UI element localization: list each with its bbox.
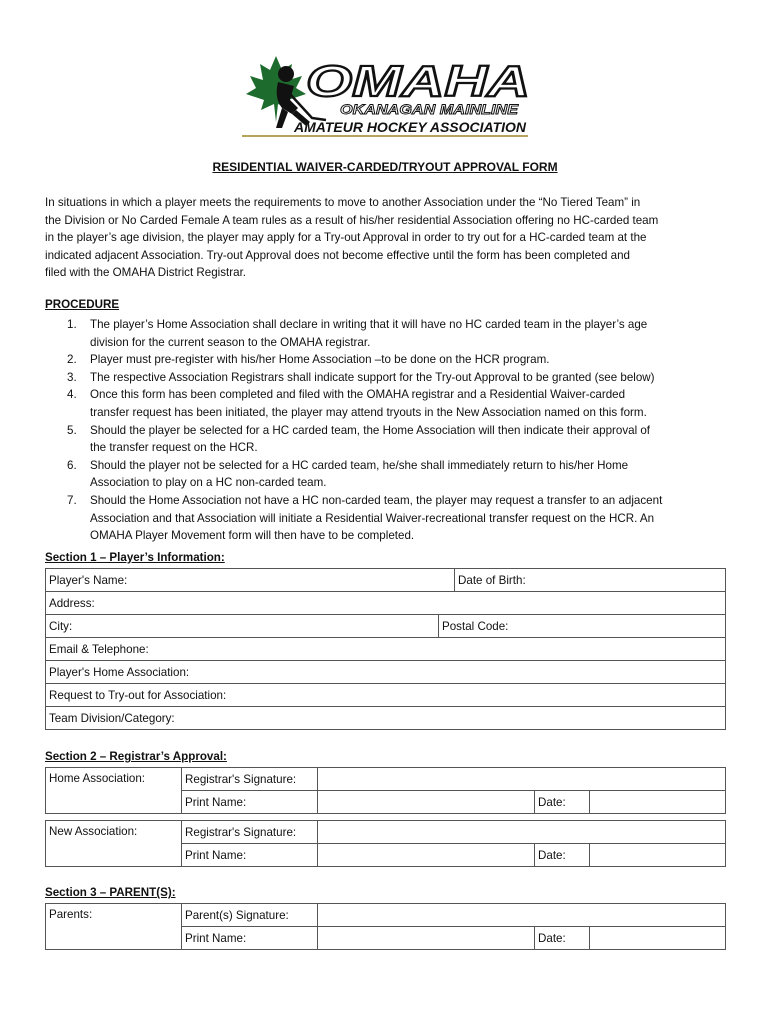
procedure-item bbox=[45, 422, 725, 457]
parent-signature-label: Parent(s) Signature: bbox=[185, 908, 289, 922]
omaha-logo bbox=[236, 48, 536, 140]
logo-main-text: OMAHA bbox=[306, 57, 530, 106]
section1-heading: Section 1 – Player’s Information: bbox=[45, 551, 225, 564]
procedure-number: 2. bbox=[67, 353, 77, 367]
procedure-line: the transfer request on the HCR. bbox=[90, 441, 258, 455]
player-info-table bbox=[45, 568, 726, 730]
intro-line: filed with the OMAHA District Registrar. bbox=[45, 266, 247, 280]
procedure-line: Association and that Association will initiate a Residential Waiver-recreational transfer request on the HCR. An bbox=[90, 511, 655, 525]
home-registrar-table bbox=[45, 767, 726, 814]
logo-line2: AMATEUR HOCKEY ASSOCIATION bbox=[293, 119, 527, 135]
address-field[interactable] bbox=[46, 592, 726, 615]
procedure-number: 5. bbox=[67, 423, 77, 437]
procedure-number: 4. bbox=[67, 388, 77, 402]
new-registrar-table bbox=[45, 820, 726, 867]
date-of-birth-field[interactable] bbox=[455, 569, 726, 592]
registrar-signature-label-cell bbox=[182, 768, 318, 791]
procedure-item bbox=[45, 457, 725, 492]
procedure-line: Once this form has been completed and filed with the OMAHA registrar and a Residential Waiver-carded bbox=[90, 388, 626, 402]
address-label: Address: bbox=[49, 596, 95, 610]
procedure-number: 3. bbox=[67, 370, 77, 384]
print-name-label-cell bbox=[182, 844, 318, 867]
procedure-line: OMAHA Player Movement form will then have to be completed. bbox=[90, 529, 415, 543]
procedure-line: Should the Home Association not have a HC non-carded team, the player may request a transfer to an adjacent bbox=[90, 493, 663, 507]
new-registrar-signature-field[interactable] bbox=[318, 821, 726, 844]
email-telephone-field[interactable] bbox=[46, 638, 726, 661]
procedure-line: transfer request has been initiated, the player may attend tryouts in the New Association named on this form. bbox=[90, 405, 647, 419]
procedure-item bbox=[45, 351, 725, 369]
procedure-list bbox=[45, 316, 725, 545]
date-label: Date: bbox=[538, 931, 566, 945]
intro-line: the Division or No Carded Female A team rules as a result of his/her residential Association offering no HC-carded team bbox=[45, 213, 659, 227]
postal-code-label: Postal Code: bbox=[442, 619, 509, 633]
print-name-label: Print Name: bbox=[185, 931, 247, 945]
request-tryout-field[interactable] bbox=[46, 684, 726, 707]
parents-cell bbox=[46, 904, 182, 950]
procedure-item bbox=[45, 369, 725, 387]
city-field[interactable] bbox=[46, 615, 439, 637]
intro-line: In situations in which a player meets the requirements to move to another Association under the “No Tiered Team” in bbox=[45, 196, 641, 209]
date-label: Date: bbox=[538, 795, 566, 809]
procedure-number: 7. bbox=[67, 493, 77, 507]
procedure-line: Player must pre-register with his/her Home Association –to be done on the HCR program. bbox=[90, 353, 550, 367]
home-date-field[interactable] bbox=[590, 791, 726, 814]
players-name-field[interactable] bbox=[46, 569, 455, 592]
form-title: RESIDENTIAL WAIVER-CARDED/TRYOUT APPROVAL FORM bbox=[212, 160, 558, 174]
procedure-line: The respective Association Registrars shall indicate support for the Try-out Approval to be granted (see below) bbox=[90, 370, 655, 384]
procedure-item bbox=[45, 386, 725, 421]
new-date-field[interactable] bbox=[590, 844, 726, 867]
home-association-label: Player's Home Association: bbox=[49, 665, 190, 679]
parent-date-field[interactable] bbox=[590, 927, 726, 950]
intro-paragraph bbox=[45, 194, 725, 282]
new-print-name-field[interactable] bbox=[318, 844, 535, 867]
procedure-number: 6. bbox=[67, 458, 77, 472]
date-label-cell bbox=[535, 927, 590, 950]
city-postal-row bbox=[46, 615, 726, 638]
procedure-line: Should the player not be selected for a HC carded team, he/she shall immediately return to his/her Home bbox=[90, 458, 629, 472]
intro-line: in the player’s age division, the player may apply for a Try-out Approval in order to try out for a HC-carded team at the bbox=[45, 231, 647, 245]
postal-code-field[interactable] bbox=[439, 615, 726, 637]
city-label: City: bbox=[49, 619, 73, 633]
home-print-name-field[interactable] bbox=[318, 791, 535, 814]
new-association-cell bbox=[46, 821, 182, 867]
date-label-cell bbox=[535, 844, 590, 867]
section2-heading: Section 2 – Registrar’s Approval: bbox=[45, 750, 227, 763]
parents-table bbox=[45, 903, 726, 950]
print-name-label: Print Name: bbox=[185, 795, 247, 809]
date-of-birth-label: Date of Birth: bbox=[458, 573, 526, 587]
home-association-label: Home Association: bbox=[49, 772, 146, 785]
request-tryout-label: Request to Try-out for Association: bbox=[49, 688, 227, 702]
parent-signature-field[interactable] bbox=[318, 904, 726, 927]
home-association-field[interactable] bbox=[46, 661, 726, 684]
procedure-line: division for the current season to the OMAHA registrar. bbox=[90, 335, 371, 349]
players-name-label: Player's Name: bbox=[49, 573, 128, 587]
procedure-line: Should the player be selected for a HC carded team, the Home Association will then indicate their approval of bbox=[90, 423, 651, 437]
registrar-signature-label-cell bbox=[182, 821, 318, 844]
procedure-item bbox=[45, 316, 725, 351]
logo-line1: OKANAGAN MAINLINE bbox=[340, 101, 519, 117]
procedure-heading: PROCEDURE bbox=[45, 298, 120, 311]
parents-label: Parents: bbox=[49, 908, 93, 921]
print-name-label-cell bbox=[182, 927, 318, 950]
procedure-line: The player’s Home Association shall declare in writing that it will have no HC carded team in the player’s age bbox=[90, 318, 648, 331]
registrar-signature-label: Registrar's Signature: bbox=[185, 825, 297, 839]
procedure-number: 1. bbox=[67, 318, 77, 331]
date-label-cell bbox=[535, 791, 590, 814]
print-name-label-cell bbox=[182, 791, 318, 814]
section3-heading: Section 3 – PARENT(S): bbox=[45, 886, 176, 899]
procedure-item bbox=[45, 492, 725, 545]
print-name-label: Print Name: bbox=[185, 848, 247, 862]
home-registrar-signature-field[interactable] bbox=[318, 768, 726, 791]
date-label: Date: bbox=[538, 848, 566, 862]
team-division-label: Team Division/Category: bbox=[49, 711, 175, 725]
parent-signature-label-cell bbox=[182, 904, 318, 927]
email-telephone-label: Email & Telephone: bbox=[49, 642, 149, 656]
team-division-field[interactable] bbox=[46, 707, 726, 730]
home-association-cell bbox=[46, 768, 182, 814]
registrar-signature-label: Registrar's Signature: bbox=[185, 772, 297, 786]
procedure-line: Association to play on a HC non-carded team. bbox=[90, 476, 327, 490]
parent-print-name-field[interactable] bbox=[318, 927, 535, 950]
new-association-label: New Association: bbox=[49, 825, 138, 838]
intro-line: indicated adjacent Association. Try-out Approval does not become effective until the form has been completed and bbox=[45, 248, 630, 262]
